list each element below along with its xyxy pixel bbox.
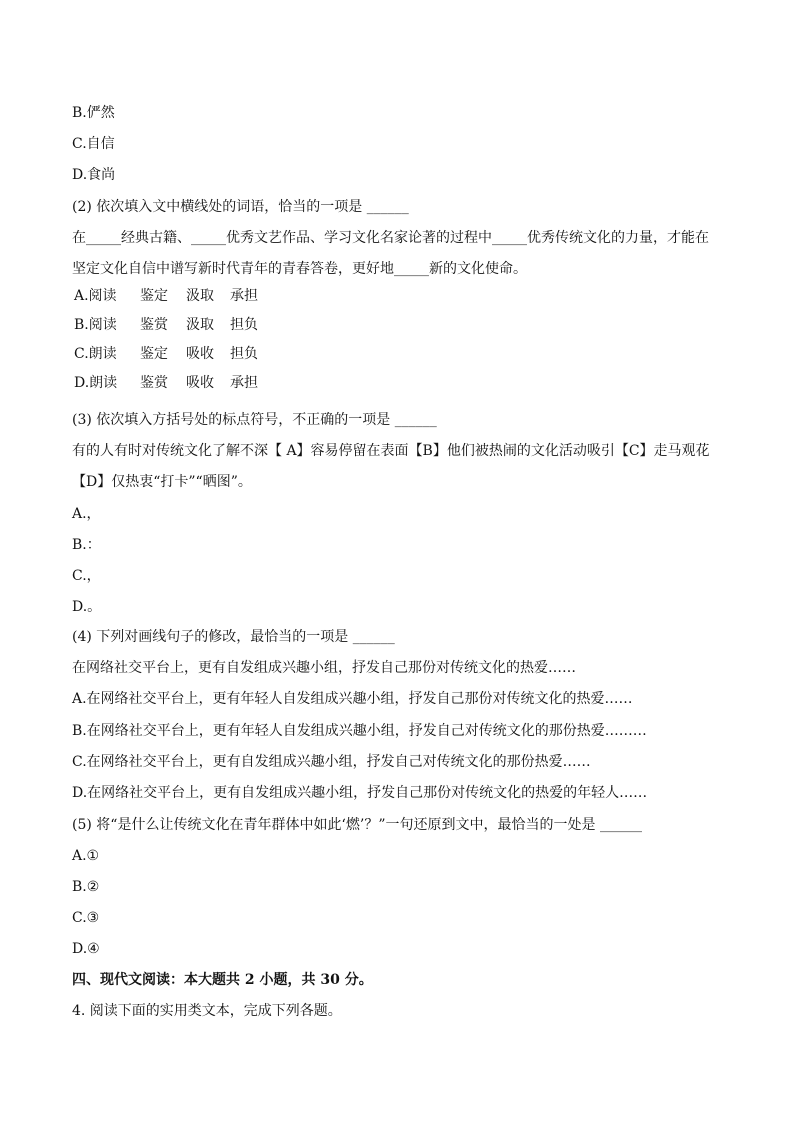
q3-passage-line-1: 有的人有时对传统文化了解不深【 A】容易停留在表面【B】他们被热闹的文化活动吸引【C】走马观花 — [72, 443, 710, 459]
q2-passage-line-2: 坚定文化自信中谱写新时代青年的青春答卷，更好地_____新的文化使命。 — [72, 261, 527, 277]
q2-option-a-word-1: 鉴定 — [140, 288, 168, 304]
q2-option-d-label: D.朗读 — [74, 375, 118, 391]
q2-option-c — [74, 345, 258, 363]
q4-original-sentence: 在网络社交平台上，更有自发组成兴趣小组，抒发自己那份对传统文化的热爱…… — [72, 660, 576, 676]
q2-option-c-word-2: 吸收 — [186, 346, 214, 362]
section-4-heading-prefix: 四、现代文阅读： — [72, 972, 184, 988]
q2-option-d-word-3: 承担 — [230, 375, 258, 391]
q2-option-b-label: B.阅读 — [74, 317, 117, 333]
q2-option-a-word-3: 承担 — [230, 288, 258, 304]
q5-option-c: C.③ — [72, 910, 100, 926]
q1-option-b: B.俨然 — [72, 105, 115, 121]
q2-option-a-label: A.阅读 — [74, 288, 117, 304]
q2-option-c-word-3: 担负 — [230, 346, 258, 362]
q1-option-c: C.自信 — [72, 136, 115, 152]
q2-option-d-word-1: 鉴赏 — [140, 375, 168, 391]
section-4-heading-detail: 本大题共 2 小题，共 30 分。 — [184, 972, 373, 988]
q4-option-c: C.在网络社交平台上，更有自发组成兴趣小组，抒发自己对传统文化的那份热爱…… — [72, 754, 591, 770]
q2-option-a — [74, 287, 258, 305]
section-4-heading — [72, 971, 373, 989]
q5-option-d: D.④ — [72, 941, 100, 957]
q4-option-d: D.在网络社交平台上，更有自发组成兴趣小组，抒发自己那份对传统文化的热爱的年轻人…… — [72, 785, 648, 801]
q2-passage-line-1: 在_____经典古籍、_____优秀文艺作品、学习文化名家论著的过程中_____优秀传统文化的力量，才能在 — [72, 230, 709, 246]
q5-stem: (5) 将“是什么让传统文化在青年群体中如此‘燃’？”一句还原到文中，最恰当的一处是 ______ — [72, 817, 642, 833]
q3-option-b: B.： — [72, 537, 101, 553]
q4-stem: (4) 下列对画线句子的修改，最恰当的一项是 ______ — [72, 629, 395, 645]
q3-option-d: D.。 — [72, 599, 102, 615]
q3-stem: (3) 依次填入方括号处的标点符号，不正确的一项是 ______ — [72, 412, 437, 428]
q4-option-a: A.在网络社交平台上，更有年轻人自发组成兴趣小组，抒发自己那份对传统文化的热爱…… — [72, 691, 633, 707]
q2-option-b — [74, 316, 258, 334]
q2-stem: (2) 依次填入文中横线处的词语，恰当的一项是 ______ — [72, 199, 409, 215]
q2-option-b-word-2: 汲取 — [186, 317, 214, 333]
q4-option-b: B.在网络社交平台上，更有年轻人自发组成兴趣小组，抒发自己对传统文化的那份热爱……… — [72, 723, 647, 739]
q2-option-d-word-2: 吸收 — [186, 375, 214, 391]
q2-option-c-word-1: 鉴定 — [140, 346, 168, 362]
q1-option-d: D.食尚 — [72, 167, 116, 183]
q2-option-a-word-2: 汲取 — [186, 288, 214, 304]
q3-passage-line-2: 【D】仅热衷“打卡”“晒图”。 — [72, 474, 252, 490]
q5-option-a: A.① — [72, 848, 100, 864]
q2-option-d — [74, 374, 258, 392]
q5-option-b: B.② — [72, 879, 100, 895]
q2-option-b-word-1: 鉴赏 — [140, 317, 168, 333]
q2-option-c-label: C.朗读 — [74, 346, 117, 362]
q3-option-a: A.， — [72, 506, 101, 522]
q2-option-b-word-3: 担负 — [230, 317, 258, 333]
q3-option-c: C.， — [72, 568, 101, 584]
question-4-stem: 4. 阅读下面的实用类文本，完成下列各题。 — [72, 1003, 342, 1019]
